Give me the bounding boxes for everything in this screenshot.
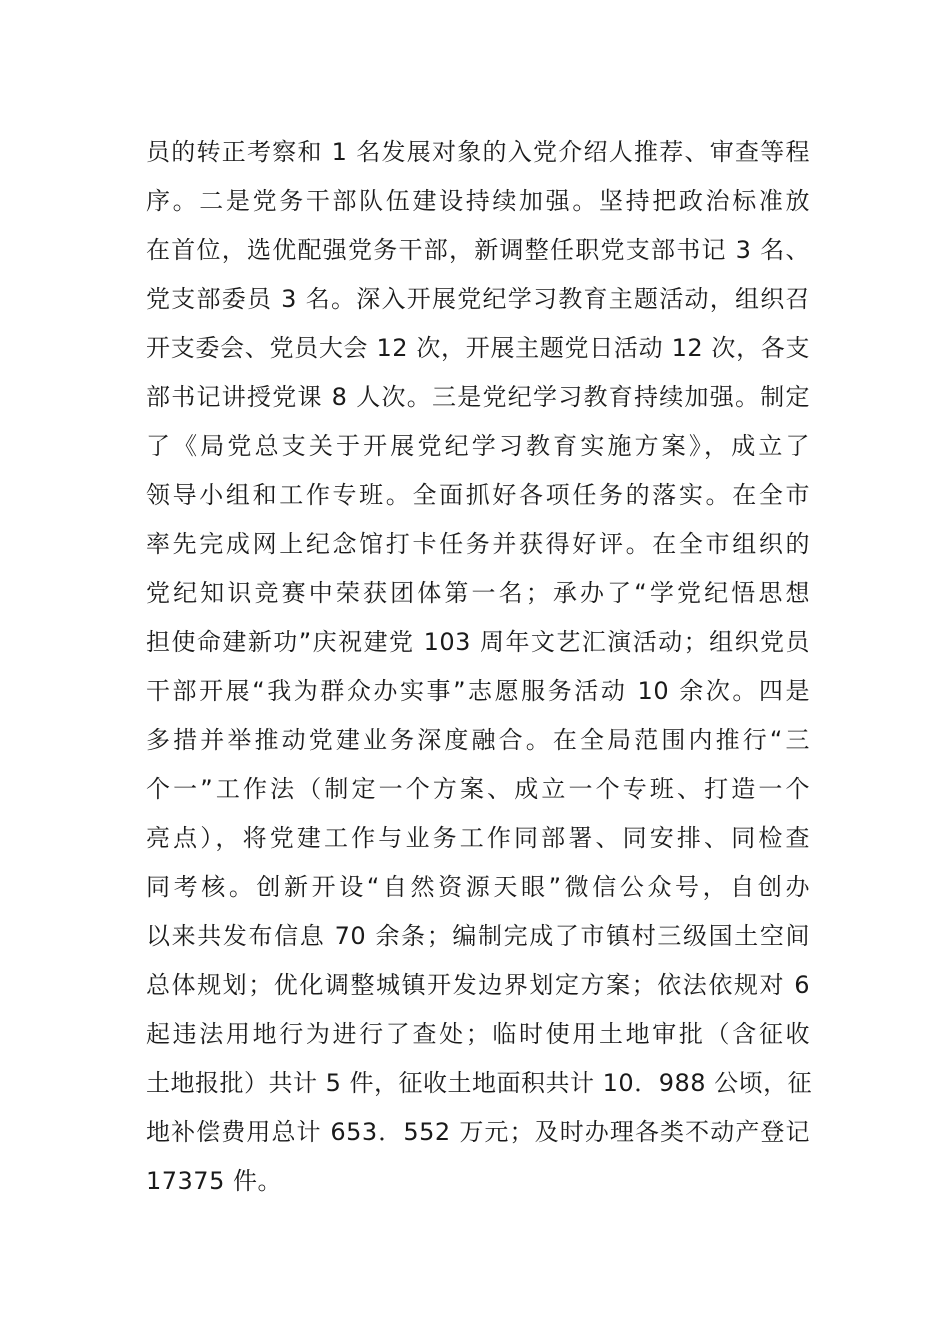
text-line: 党纪知识竞赛中荣获团体第一名；承办了“学党纪悟思想 [146, 579, 810, 607]
text-line: 部书记讲授党课 8 人次。三是党纪学习教育持续加强。制定 [146, 383, 810, 411]
text-line: 多措并举推动党建业务深度融合。在全局范围内推行“三 [146, 726, 810, 754]
text-line: 了《局党总支关于开展党纪学习教育实施方案》，成立了 [146, 432, 810, 460]
text-line: 同考核。创新开设“自然资源天眼”微信公众号，自创办 [146, 873, 810, 901]
text-line: 序。二是党务干部队伍建设持续加强。坚持把政治标准放 [146, 187, 810, 215]
text-line: 员的转正考察和 1 名发展对象的入党介绍人推荐、审查等程 [146, 138, 810, 166]
text-line: 亮点），将党建工作与业务工作同部署、同安排、同检查 [146, 824, 810, 852]
text-line: 担使命建新功”庆祝建党 103 周年文艺汇演活动；组织党员 [146, 628, 810, 656]
text-line: 以来共发布信息 70 余条；编制完成了市镇村三级国土空间 [146, 922, 810, 950]
text-line: 党支部委员 3 名。深入开展党纪学习教育主题活动，组织召 [146, 285, 810, 313]
text-line: 领导小组和工作专班。全面抓好各项任务的落实。在全市 [146, 481, 810, 509]
text-line: 在首位，选优配强党务干部，新调整任职党支部书记 3 名、 [146, 236, 810, 264]
text-line: 个一”工作法（制定一个方案、成立一个专班、打造一个 [146, 775, 810, 803]
text-line: 起违法用地行为进行了查处；临时使用土地审批（含征收 [146, 1020, 810, 1048]
text-line: 率先完成网上纪念馆打卡任务并获得好评。在全市组织的 [146, 530, 810, 558]
text-line: 土地报批）共计 5 件，征收土地面积共计 10．988 公顷，征 [146, 1069, 813, 1097]
text-line: 总体规划；优化调整城镇开发边界划定方案；依法依规对 6 [146, 971, 810, 999]
text-line: 干部开展“我为群众办实事”志愿服务活动 10 余次。四是 [146, 677, 810, 705]
text-line: 17375 件。 [146, 1167, 282, 1195]
text-line: 开支委会、党员大会 12 次，开展主题党日活动 12 次，各支 [146, 334, 810, 362]
text-line: 地补偿费用总计 653．552 万元；及时办理各类不动产登记 [146, 1118, 810, 1146]
body-paragraph [146, 128, 813, 1206]
